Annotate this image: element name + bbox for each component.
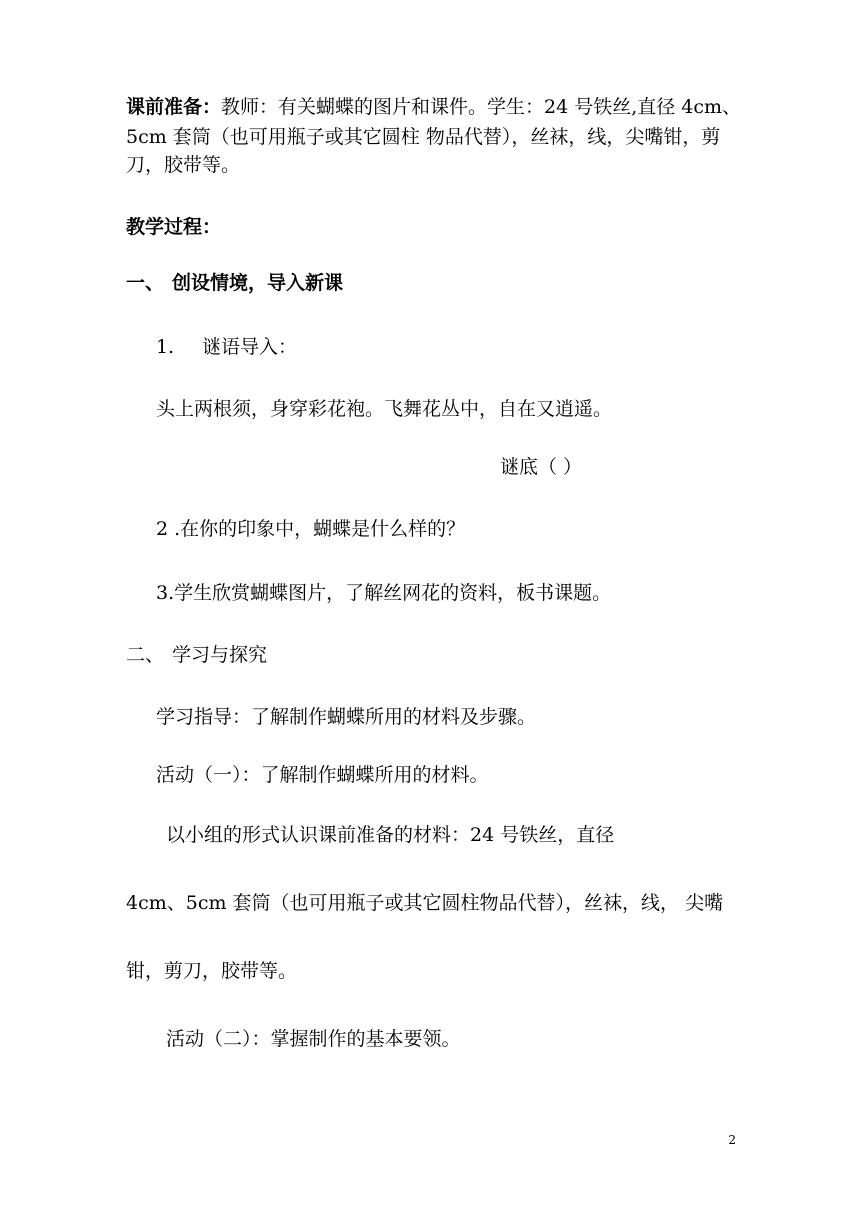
group-materials-line-3: 钳，剪刀，胶带等。 bbox=[126, 960, 298, 982]
item-1-title: 谜语导入： bbox=[202, 336, 298, 358]
section-1-number: 一、 bbox=[126, 272, 165, 294]
section-2-number: 二、 bbox=[126, 644, 165, 666]
group-materials-line-1: 以小组的形式认识课前准备的材料：24 号铁丝，直径 bbox=[166, 824, 615, 846]
section-2-title: 学习与探究 bbox=[172, 644, 268, 666]
group-materials-line-2: 4cm、5cm 套筒（也可用瓶子或其它圆柱物品代替），丝袜，线， 尖嘴 bbox=[126, 892, 724, 914]
prep-line-1 bbox=[126, 92, 741, 122]
prep-label: 课前准备： bbox=[126, 96, 222, 118]
section-2-heading bbox=[126, 640, 267, 670]
study-guide: 学习指导：了解制作蝴蝶所用的材料及步骤。 bbox=[156, 706, 537, 728]
prep-text-1: 教师：有关蝴蝶的图片和课件。学生：24 号铁丝,直径 4cm、 bbox=[221, 96, 742, 118]
activity-1: 活动（一）：了解制作蝴蝶所用的材料。 bbox=[156, 764, 489, 786]
item-2-text: 2 .在你的印象中，蝴蝶是什么样的？ bbox=[156, 518, 466, 540]
item-1-number: 1. bbox=[156, 336, 175, 358]
page-number: 2 bbox=[728, 1133, 736, 1147]
item-3-text: 3.学生欣赏蝴蝶图片，了解丝网花的资料，板书课题。 bbox=[156, 582, 612, 604]
prep-line-3: 刀，胶带等。 bbox=[126, 154, 241, 176]
prep-line-2: 5cm 套筒（也可用瓶子或其它圆柱 物品代替），丝袜，线，尖嘴钳，剪 bbox=[126, 126, 721, 148]
teaching-process-heading: 教学过程： bbox=[126, 216, 222, 238]
riddle-text: 头上两根须，身穿彩花袍。飞舞花丛中，自在又逍遥。 bbox=[156, 398, 613, 420]
section-1-heading bbox=[126, 268, 343, 298]
activity-2: 活动（二）：掌握制作的基本要领。 bbox=[166, 1028, 461, 1050]
riddle-answer: 谜底（ ） bbox=[500, 456, 583, 478]
item-1-heading bbox=[156, 332, 297, 362]
section-1-title: 创设情境，导入新课 bbox=[172, 272, 344, 294]
